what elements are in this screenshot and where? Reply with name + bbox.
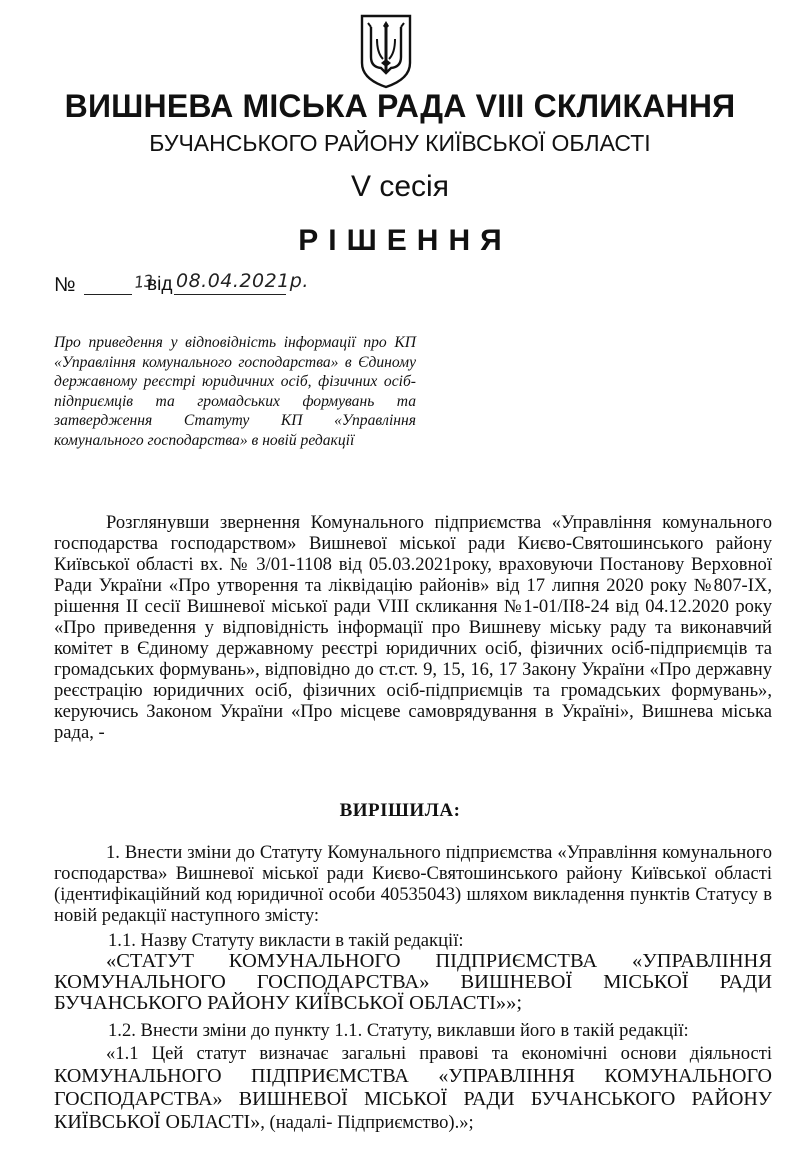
statute-clause-1-1 — [54, 1043, 772, 1134]
number-sign: № — [54, 274, 76, 296]
resolution-item-1-1: 1.1. Назву Статуту викласти в такій редакції: — [108, 930, 464, 951]
number-underline — [84, 294, 132, 295]
decision-number: 13 — [133, 271, 155, 292]
trident-emblem-icon — [359, 13, 413, 89]
council-subtitle: БУЧАНСЬКОГО РАЙОНУ КИЇВСЬКОЇ ОБЛАСТІ — [149, 130, 651, 156]
decision-number-line — [54, 270, 314, 298]
resolution-item-1: 1. Внести зміни до Статуту Комунального підприємства «Управління комунального господарства» Вишневої міської ради Києво-Святошинського району Київської області (ідентифікаційний код юридичної особи 40535043) шляхом викладення пунктів Статусу в новій редакції наступного змісту: — [54, 842, 772, 926]
resolved-heading: ВИРІШИЛА: — [339, 800, 461, 821]
clause-intro: «1.1 Цей статут визначає загальні правові та економічні основи діяльності — [106, 1043, 772, 1064]
clause-tail: , (надалі- Підприємство).»; — [260, 1112, 474, 1133]
decision-topic: Про приведення у відповідність інформації про КП «Управління комунального господарства» в Єдиному державному реєстрі юридичних осіб, фізичних осіб-підприємців та громадських формувань та затвердження Статуту КП «Управління комунального господарства» в новій редакції — [54, 334, 416, 449]
clause-enterprise-name: КОМУНАЛЬНОГО ПІДПРИЄМСТВА «УПРАВЛІННЯ КОМУНАЛЬНОГО ГОСПОДАРСТВА» ВИШНЕВОЇ МІСЬКОЇ РАДИ БУЧАНСЬКОГО РАЙОНУ КИЇВСЬКОЇ ОБЛАСТІ» — [54, 1065, 772, 1133]
session-label: V сесія — [351, 170, 449, 203]
resolution-item-1-2: 1.2. Внести зміни до пункту 1.1. Статуту, виклавши його в такій редакції: — [108, 1020, 689, 1041]
decision-heading: РІШЕННЯ — [298, 224, 512, 257]
from-label: від — [147, 274, 173, 295]
statute-name-text: «СТАТУТ КОМУНАЛЬНОГО ПІДПРИЄМСТВА «УПРАВЛІННЯ КОМУНАЛЬНОГО ГОСПОДАРСТВА» ВИШНЕВОЇ МІСЬКОЇ РАДИ БУЧАНСЬКОГО РАЙОНУ КИЇВСЬКОЇ ОБЛАСТІ»»; — [54, 950, 772, 1014]
council-title: ВИШНЕВА МІСЬКА РАДА VIII СКЛИКАННЯ — [64, 88, 736, 124]
decision-date: 08.04.2021р. — [176, 270, 309, 292]
date-underline — [174, 294, 286, 295]
preamble-paragraph: Розглянувши звернення Комунального підприємства «Управління комунального господарства господарством» Вишневої міської ради Києво-Святошинського району Київської області вх. № 3/01-1108 від 05.03.2021року, враховуючи Постанову Верховної Ради України «Про утворення та ліквідацію районів» від 17 липня 2020 року №807-ІХ, рішення ІІ сесії Вишневої міської ради VIII скликання №1-01/ІІ8-24 від 04.12.2020 року «Про приведення у відповідність інформації про Вишневу міську раду та виконавчий комітет в Єдиному державному реєстрі юридичних осіб, фізичних осіб-підприємців та громадських формувань», відповідно до ст.ст. 9, 15, 16, 17 Закону України «Про державну реєстрацію юридичних осіб, фізичних осіб-підприємців та громадських формувань», керуючись Законом України «Про місцеве самоврядування в Україні», Вишнева міська рада, - — [54, 512, 772, 743]
